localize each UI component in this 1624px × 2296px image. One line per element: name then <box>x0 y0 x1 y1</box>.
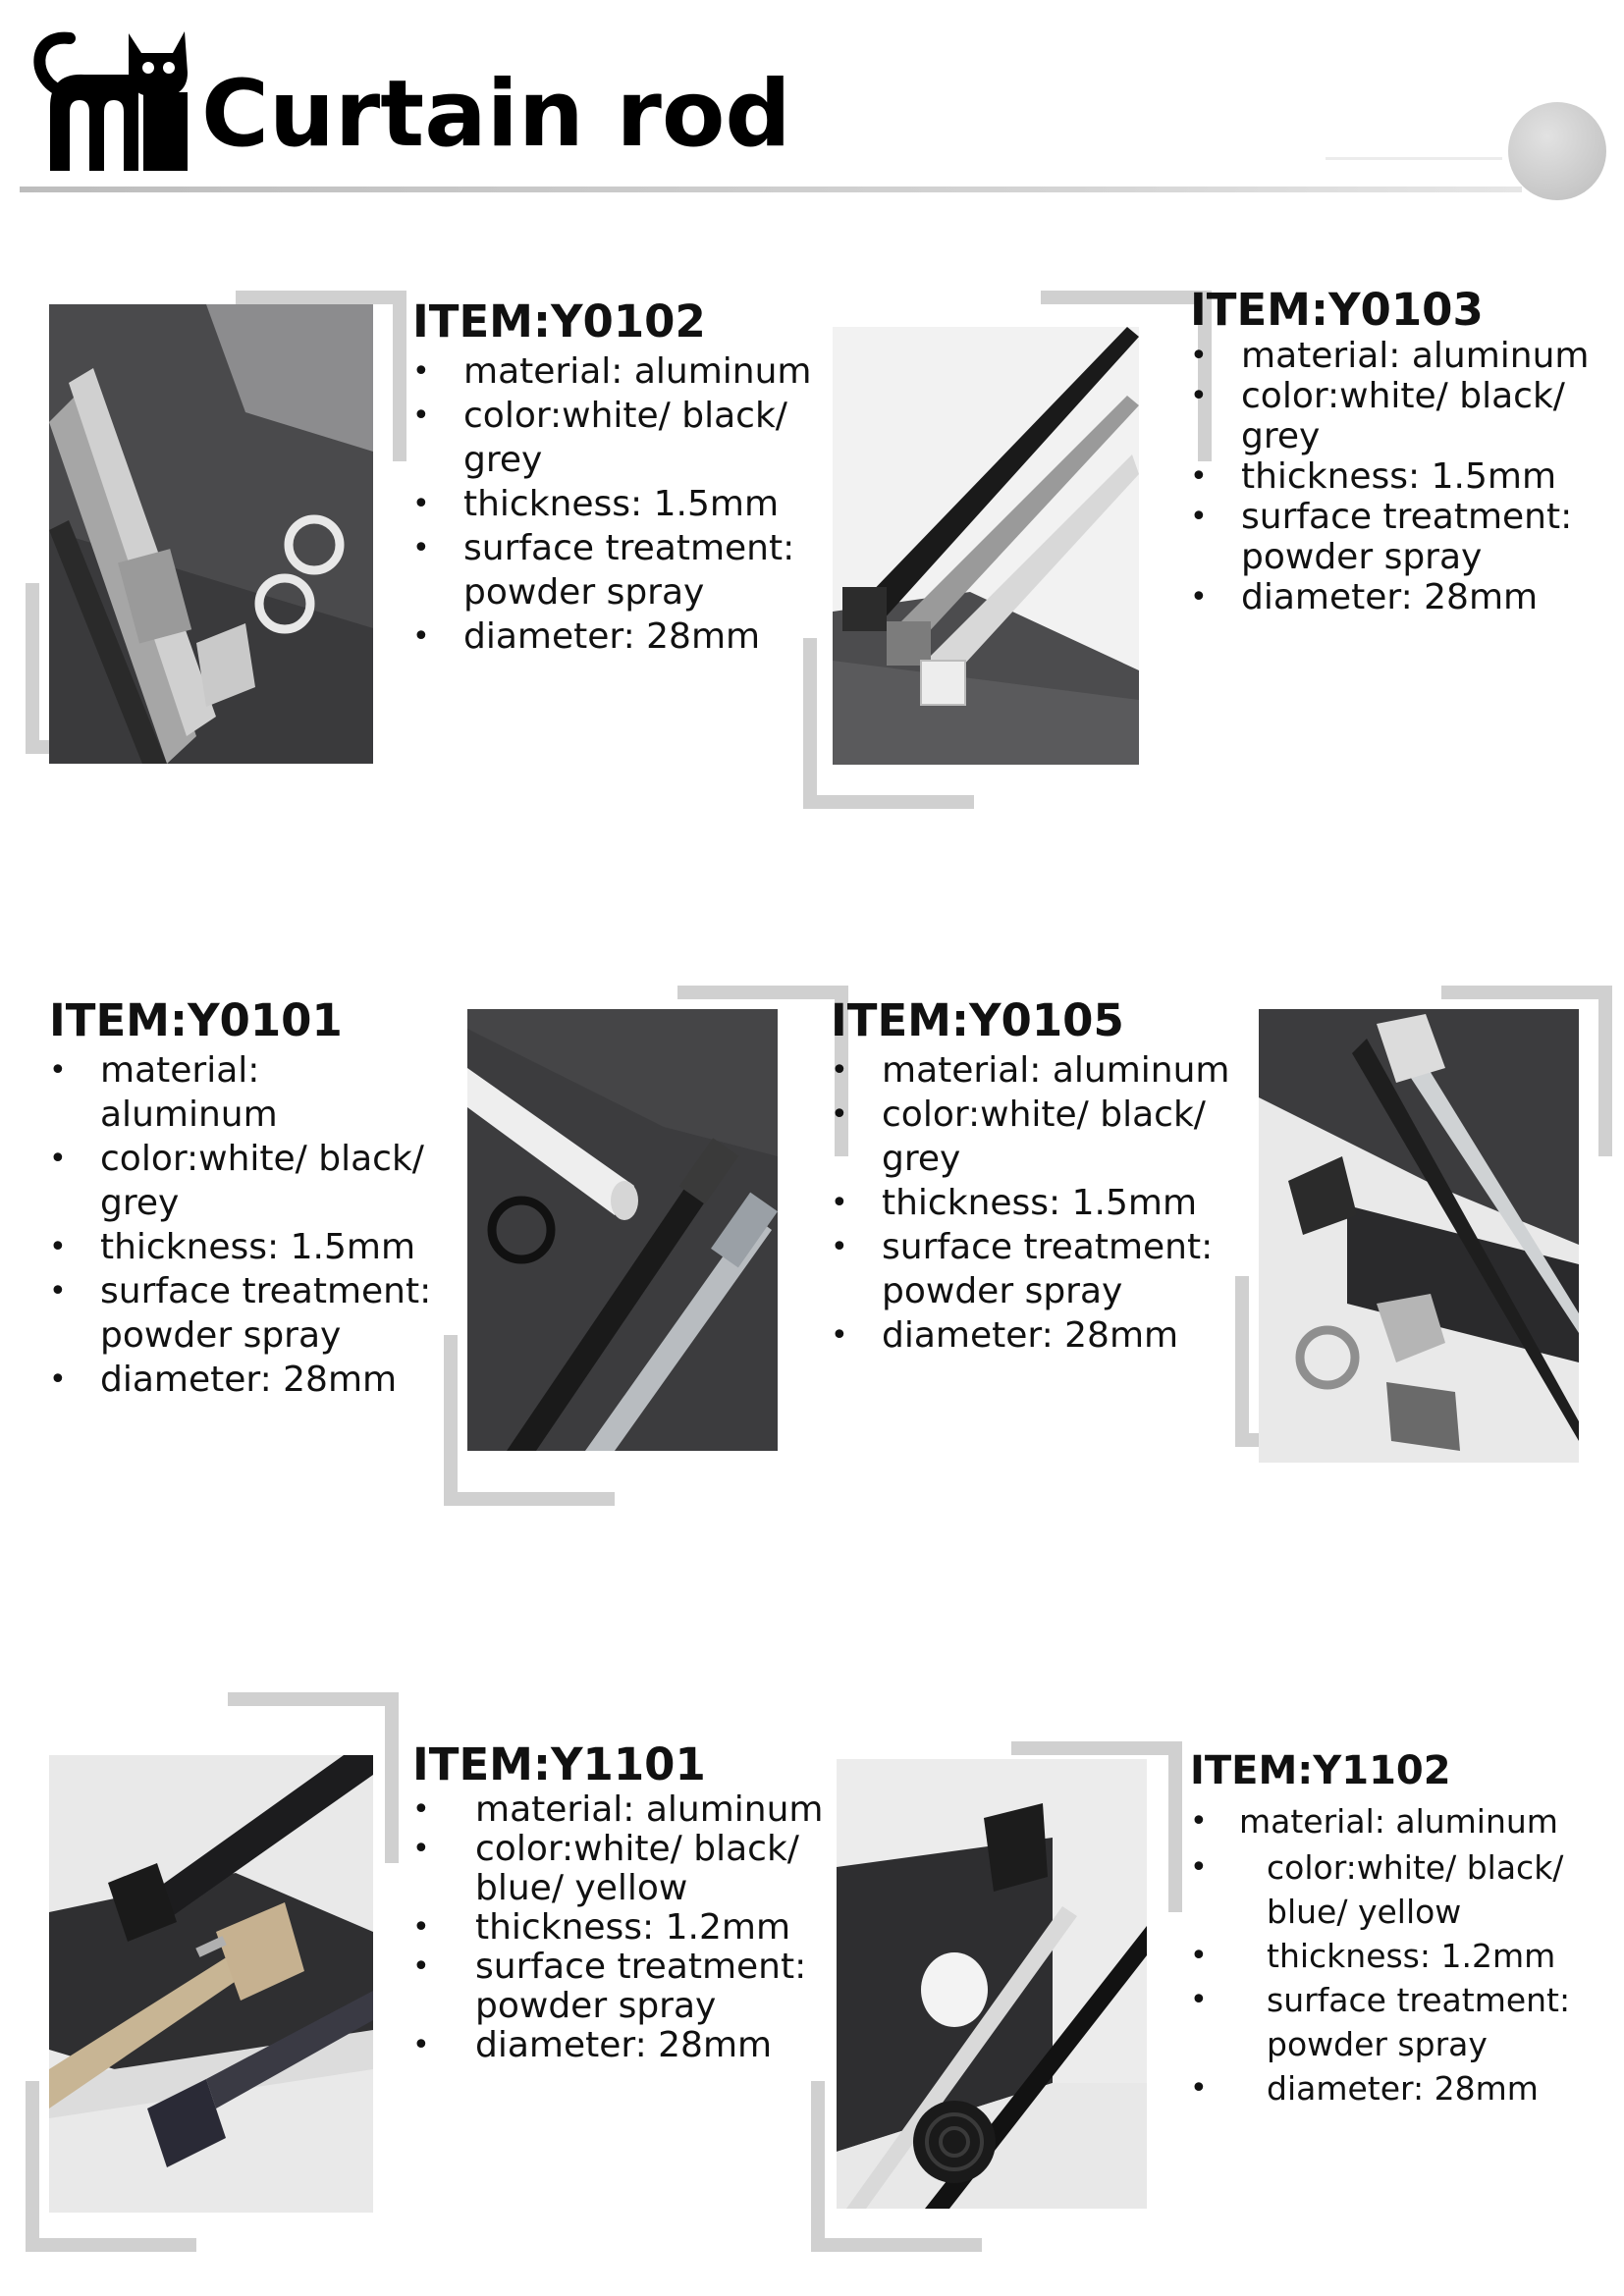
spec-surface: • surface treatment: powder spray <box>1190 497 1602 577</box>
spec-list <box>1190 1798 1602 2110</box>
item-code: ITEM:Y0105 <box>831 994 1124 1046</box>
spec-color: • color:white/ black/ grey <box>412 394 825 482</box>
spec-color: • color:white/ black/ grey <box>49 1137 442 1225</box>
spec-material: • material: aluminum <box>49 1048 442 1137</box>
spec-surface: • surface treatment: powder spray <box>412 526 825 614</box>
spec-diameter: • diameter: 28mm <box>412 2026 835 2065</box>
spec-list <box>831 1048 1243 1358</box>
spec-list <box>412 1790 835 2065</box>
item-code: ITEM:Y1101 <box>412 1738 706 1790</box>
spec-color: • color:white/ black/ grey <box>1190 376 1602 456</box>
product-photo-y0102 <box>49 304 373 764</box>
product-photo-y1102 <box>837 1759 1147 2209</box>
spec-diameter: • diameter: 28mm <box>1190 577 1602 617</box>
spec-list <box>49 1048 442 1402</box>
spec-surface: • surface treatment: powder spray <box>831 1225 1243 1313</box>
product-spec-y0105 <box>831 994 1243 1358</box>
spec-thickness: • thickness: 1.2mm <box>412 1908 835 1948</box>
header-circle-decoration <box>1508 102 1606 200</box>
spec-material: • material: aluminum <box>412 349 825 394</box>
spec-color: • color:white/ black/ grey <box>831 1093 1243 1181</box>
product-spec-y0101 <box>49 994 442 1402</box>
product-photo-y0103 <box>833 327 1139 765</box>
spec-thickness: • thickness: 1.5mm <box>1190 456 1602 497</box>
spec-surface: • surface treatment: powder spray <box>412 1948 835 2026</box>
spec-color: • color:white/ black/ blue/ yellow <box>1190 1845 1602 1934</box>
item-code: ITEM:Y0102 <box>412 295 706 347</box>
product-spec-y0103 <box>1190 284 1602 617</box>
product-photo-y1101 <box>49 1755 373 2213</box>
item-code: ITEM:Y1102 <box>1190 1748 1451 1793</box>
spec-material: • material: aluminum <box>412 1790 835 1830</box>
spec-diameter: • diameter: 28mm <box>412 614 825 659</box>
spec-thickness: • thickness: 1.5mm <box>831 1181 1243 1225</box>
spec-list <box>1190 336 1602 617</box>
page-title: Curtain rod <box>201 61 791 168</box>
product-spec-y1102 <box>1190 1747 1602 2110</box>
header-divider <box>20 187 1522 192</box>
spec-color: • color:white/ black/ blue/ yellow <box>412 1830 835 1908</box>
product-spec-y0102 <box>412 295 825 659</box>
spec-diameter: • diameter: 28mm <box>1190 2066 1602 2110</box>
spec-diameter: • diameter: 28mm <box>831 1313 1243 1358</box>
spec-list <box>412 349 825 659</box>
spec-surface: • surface treatment: powder spray <box>49 1269 442 1358</box>
spec-diameter: • diameter: 28mm <box>49 1358 442 1402</box>
cat-logo-icon <box>26 14 192 171</box>
spec-surface: • surface treatment: powder spray <box>1190 1978 1602 2066</box>
spec-thickness: • thickness: 1.2mm <box>1190 1934 1602 1978</box>
item-code: ITEM:Y0103 <box>1190 284 1484 336</box>
item-code: ITEM:Y0101 <box>49 994 343 1046</box>
spec-thickness: • thickness: 1.5mm <box>49 1225 442 1269</box>
spec-material: • material: aluminum <box>831 1048 1243 1093</box>
product-photo-y0105 <box>1259 1009 1579 1463</box>
spec-thickness: • thickness: 1.5mm <box>412 482 825 526</box>
spec-material: • material: aluminum <box>1190 1798 1602 1845</box>
spec-material: • material: aluminum <box>1190 336 1602 376</box>
product-photo-y0101 <box>467 1009 778 1451</box>
header-divider-light <box>1326 157 1502 160</box>
product-spec-y1101 <box>412 1738 835 2065</box>
